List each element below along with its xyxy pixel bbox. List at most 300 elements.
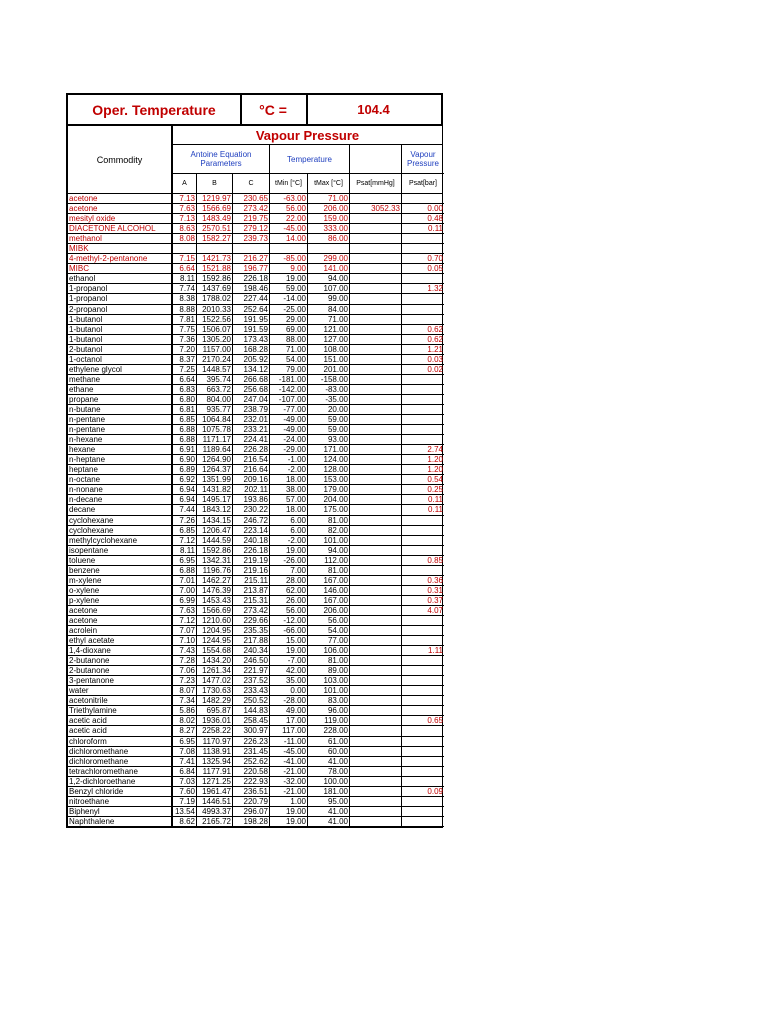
commodity-name-cell[interactable]: benzene	[68, 566, 173, 576]
tmin-cell[interactable]: -107.00	[270, 395, 308, 405]
b-cell[interactable]: 2570.51	[197, 224, 233, 234]
pmm-cell[interactable]	[350, 345, 402, 355]
pbar-cell[interactable]	[402, 706, 444, 716]
tmax-cell[interactable]: 61.00	[308, 737, 350, 747]
a-cell[interactable]: 7.12	[173, 616, 197, 626]
pmm-cell[interactable]	[350, 415, 402, 425]
commodity-name-cell[interactable]: n-heptane	[68, 455, 173, 465]
commodity-name-cell[interactable]: acetone	[68, 616, 173, 626]
pmm-cell[interactable]	[350, 716, 402, 726]
a-cell[interactable]: 6.94	[173, 485, 197, 495]
pmm-cell[interactable]	[350, 526, 402, 536]
tmax-cell[interactable]: 59.00	[308, 425, 350, 435]
b-cell[interactable]: 695.87	[197, 706, 233, 716]
a-cell[interactable]: 6.88	[173, 425, 197, 435]
a-cell[interactable]: 8.37	[173, 355, 197, 365]
tmax-cell[interactable]: 206.00	[308, 204, 350, 214]
tmin-cell[interactable]: 56.00	[270, 606, 308, 616]
commodity-name-cell[interactable]: methane	[68, 375, 173, 385]
tmax-cell[interactable]: 77.00	[308, 636, 350, 646]
commodity-name-cell[interactable]: p-xylene	[68, 596, 173, 606]
tmin-cell[interactable]: 6.00	[270, 516, 308, 526]
pbar-cell[interactable]: 0.85	[402, 556, 444, 566]
c-cell[interactable]: 205.92	[233, 355, 270, 365]
c-cell[interactable]: 168.28	[233, 345, 270, 355]
commodity-name-cell[interactable]: 1-butanol	[68, 325, 173, 335]
oper-temperature-value[interactable]: 104.4	[357, 102, 390, 117]
b-cell[interactable]: 1462.27	[197, 576, 233, 586]
pmm-cell[interactable]	[350, 696, 402, 706]
b-cell[interactable]: 1453.43	[197, 596, 233, 606]
pmm-cell[interactable]	[350, 747, 402, 757]
commodity-name-cell[interactable]: cyclohexane	[68, 526, 173, 536]
tmax-cell[interactable]: 146.00	[308, 586, 350, 596]
c-cell[interactable]: 252.64	[233, 305, 270, 315]
tmax-cell[interactable]: 83.00	[308, 696, 350, 706]
pbar-cell[interactable]: 2.74	[402, 445, 444, 455]
b-cell[interactable]: 804.00	[197, 395, 233, 405]
a-cell[interactable]: 7.60	[173, 787, 197, 797]
b-cell[interactable]: 1434.15	[197, 516, 233, 526]
commodity-name-cell[interactable]: mesityl oxide	[68, 214, 173, 224]
pmm-cell[interactable]	[350, 305, 402, 315]
pmm-cell[interactable]	[350, 495, 402, 505]
pmm-cell[interactable]	[350, 706, 402, 716]
commodity-name-cell[interactable]: 2-propanol	[68, 305, 173, 315]
tmin-cell[interactable]: -26.00	[270, 556, 308, 566]
pbar-cell[interactable]: 0.11	[402, 495, 444, 505]
tmax-cell[interactable]: 101.00	[308, 686, 350, 696]
pbar-cell[interactable]	[402, 194, 444, 204]
b-cell[interactable]: 1566.69	[197, 606, 233, 616]
b-cell[interactable]: 1843.12	[197, 505, 233, 515]
b-cell[interactable]: 1444.59	[197, 536, 233, 546]
a-cell[interactable]: 6.85	[173, 526, 197, 536]
commodity-name-cell[interactable]: acetic acid	[68, 726, 173, 736]
c-cell[interactable]: 239.73	[233, 234, 270, 244]
tmax-cell[interactable]: 100.00	[308, 777, 350, 787]
commodity-name-cell[interactable]: n-octane	[68, 475, 173, 485]
c-cell[interactable]: 240.18	[233, 536, 270, 546]
tmin-cell[interactable]: 9.00	[270, 264, 308, 274]
commodity-name-cell[interactable]: m-xylene	[68, 576, 173, 586]
tmin-cell[interactable]: 19.00	[270, 807, 308, 817]
tmin-cell[interactable]: -49.00	[270, 415, 308, 425]
tmax-cell[interactable]: 103.00	[308, 676, 350, 686]
tmin-cell[interactable]: 29.00	[270, 315, 308, 325]
tmin-cell[interactable]: 62.00	[270, 586, 308, 596]
b-cell[interactable]: 1138.91	[197, 747, 233, 757]
pmm-cell[interactable]	[350, 757, 402, 767]
a-cell[interactable]: 6.90	[173, 455, 197, 465]
pbar-cell[interactable]	[402, 807, 444, 817]
b-cell[interactable]: 1582.27	[197, 234, 233, 244]
c-cell[interactable]: 219.75	[233, 214, 270, 224]
commodity-name-cell[interactable]: acetone	[68, 194, 173, 204]
a-cell[interactable]: 8.11	[173, 546, 197, 556]
pmm-cell[interactable]	[350, 726, 402, 736]
pmm-cell[interactable]	[350, 214, 402, 224]
b-cell[interactable]: 2010.33	[197, 305, 233, 315]
tmax-cell[interactable]: 94.00	[308, 274, 350, 284]
pbar-cell[interactable]: 0.03	[402, 355, 444, 365]
c-cell[interactable]: 134.12	[233, 365, 270, 375]
tmax-cell[interactable]: 86.00	[308, 234, 350, 244]
c-cell[interactable]: 216.27	[233, 254, 270, 264]
b-cell[interactable]: 1196.76	[197, 566, 233, 576]
commodity-name-cell[interactable]: heptane	[68, 465, 173, 475]
c-cell[interactable]: 198.46	[233, 284, 270, 294]
a-cell[interactable]: 7.36	[173, 335, 197, 345]
a-cell[interactable]: 7.63	[173, 204, 197, 214]
commodity-name-cell[interactable]: dichloromethane	[68, 747, 173, 757]
tmax-cell[interactable]: 124.00	[308, 455, 350, 465]
b-cell[interactable]: 1210.60	[197, 616, 233, 626]
c-cell[interactable]: 256.68	[233, 385, 270, 395]
pbar-cell[interactable]	[402, 385, 444, 395]
c-cell[interactable]: 226.18	[233, 274, 270, 284]
c-cell[interactable]: 224.41	[233, 435, 270, 445]
tmin-cell[interactable]: -41.00	[270, 757, 308, 767]
commodity-name-cell[interactable]: n-decane	[68, 495, 173, 505]
tmax-cell[interactable]: 107.00	[308, 284, 350, 294]
b-cell[interactable]: 1219.97	[197, 194, 233, 204]
c-cell[interactable]: 223.14	[233, 526, 270, 536]
b-cell[interactable]: 1170.97	[197, 737, 233, 747]
tmin-cell[interactable]: 59.00	[270, 284, 308, 294]
pbar-cell[interactable]: 1.20	[402, 465, 444, 475]
b-cell[interactable]: 1264.90	[197, 455, 233, 465]
commodity-name-cell[interactable]: Triethylamine	[68, 706, 173, 716]
c-cell[interactable]: 279.12	[233, 224, 270, 234]
pmm-cell[interactable]	[350, 254, 402, 264]
commodity-name-cell[interactable]: hexane	[68, 445, 173, 455]
tmax-cell[interactable]: 112.00	[308, 556, 350, 566]
c-cell[interactable]: 232.01	[233, 415, 270, 425]
c-cell[interactable]: 173.43	[233, 335, 270, 345]
tmin-cell[interactable]: -49.00	[270, 425, 308, 435]
pmm-cell[interactable]	[350, 475, 402, 485]
pbar-cell[interactable]	[402, 234, 444, 244]
a-cell[interactable]: 6.95	[173, 556, 197, 566]
tmax-cell[interactable]: 84.00	[308, 305, 350, 315]
a-cell[interactable]: 8.08	[173, 234, 197, 244]
pmm-cell[interactable]	[350, 315, 402, 325]
c-cell[interactable]: 215.11	[233, 576, 270, 586]
pbar-cell[interactable]	[402, 696, 444, 706]
pbar-cell[interactable]: 1.32	[402, 284, 444, 294]
c-cell[interactable]: 296.07	[233, 807, 270, 817]
b-cell[interactable]: 1554.68	[197, 646, 233, 656]
commodity-name-cell[interactable]: acetic acid	[68, 716, 173, 726]
pmm-cell[interactable]	[350, 666, 402, 676]
tmin-cell[interactable]: 54.00	[270, 355, 308, 365]
a-cell[interactable]: 8.07	[173, 686, 197, 696]
tmax-cell[interactable]: 41.00	[308, 807, 350, 817]
b-cell[interactable]: 1495.17	[197, 495, 233, 505]
pbar-cell[interactable]: 0.62	[402, 325, 444, 335]
commodity-name-cell[interactable]: 1-butanol	[68, 315, 173, 325]
tmax-cell[interactable]: 81.00	[308, 516, 350, 526]
tmax-cell[interactable]: 159.00	[308, 214, 350, 224]
tmax-cell[interactable]: 99.00	[308, 294, 350, 304]
c-cell[interactable]: 226.28	[233, 445, 270, 455]
pmm-cell[interactable]	[350, 596, 402, 606]
tmin-cell[interactable]: -21.00	[270, 787, 308, 797]
b-cell[interactable]: 1483.49	[197, 214, 233, 224]
tmin-cell[interactable]: 49.00	[270, 706, 308, 716]
tmin-cell[interactable]: -77.00	[270, 405, 308, 415]
tmin-cell[interactable]	[270, 244, 308, 254]
pmm-cell[interactable]	[350, 546, 402, 556]
commodity-name-cell[interactable]: n-hexane	[68, 435, 173, 445]
pmm-cell[interactable]	[350, 646, 402, 656]
commodity-name-cell[interactable]: tetrachloromethane	[68, 767, 173, 777]
b-cell[interactable]: 1788.02	[197, 294, 233, 304]
pmm-cell[interactable]	[350, 405, 402, 415]
c-cell[interactable]: 191.95	[233, 315, 270, 325]
commodity-name-cell[interactable]: decane	[68, 505, 173, 515]
tmax-cell[interactable]: -158.00	[308, 375, 350, 385]
tmax-cell[interactable]: 94.00	[308, 546, 350, 556]
a-cell[interactable]: 8.02	[173, 716, 197, 726]
b-cell[interactable]: 1351.99	[197, 475, 233, 485]
pbar-cell[interactable]	[402, 415, 444, 425]
a-cell[interactable]: 6.94	[173, 495, 197, 505]
pbar-cell[interactable]: 0.11	[402, 224, 444, 234]
b-cell[interactable]: 1446.51	[197, 797, 233, 807]
pbar-cell[interactable]: 0.36	[402, 576, 444, 586]
a-cell[interactable]: 6.81	[173, 405, 197, 415]
commodity-name-cell[interactable]: 2-butanone	[68, 666, 173, 676]
tmax-cell[interactable]: 333.00	[308, 224, 350, 234]
pbar-cell[interactable]: 0.65	[402, 716, 444, 726]
tmax-cell[interactable]: 167.00	[308, 576, 350, 586]
b-cell[interactable]: 663.72	[197, 385, 233, 395]
b-cell[interactable]: 1421.73	[197, 254, 233, 264]
a-cell[interactable]: 7.13	[173, 214, 197, 224]
c-cell[interactable]: 227.44	[233, 294, 270, 304]
pmm-cell[interactable]	[350, 325, 402, 335]
b-cell[interactable]: 1936.01	[197, 716, 233, 726]
pmm-cell[interactable]	[350, 435, 402, 445]
c-cell[interactable]: 258.45	[233, 716, 270, 726]
a-cell[interactable]: 7.08	[173, 747, 197, 757]
a-cell[interactable]: 7.10	[173, 636, 197, 646]
c-cell[interactable]: 230.22	[233, 505, 270, 515]
tmin-cell[interactable]: 17.00	[270, 716, 308, 726]
commodity-name-cell[interactable]: Naphthalene	[68, 817, 173, 827]
pmm-cell[interactable]	[350, 194, 402, 204]
commodity-name-cell[interactable]: MIBK	[68, 244, 173, 254]
c-cell[interactable]: 217.88	[233, 636, 270, 646]
tmax-cell[interactable]: -83.00	[308, 385, 350, 395]
tmax-cell[interactable]: 299.00	[308, 254, 350, 264]
a-cell[interactable]: 7.25	[173, 365, 197, 375]
tmax-cell[interactable]	[308, 244, 350, 254]
b-cell[interactable]: 1305.20	[197, 335, 233, 345]
b-cell[interactable]: 1342.31	[197, 556, 233, 566]
pmm-cell[interactable]	[350, 576, 402, 586]
a-cell[interactable]: 8.63	[173, 224, 197, 234]
pmm-cell[interactable]	[350, 365, 402, 375]
tmax-cell[interactable]: 206.00	[308, 606, 350, 616]
c-cell[interactable]: 219.19	[233, 556, 270, 566]
a-cell[interactable]: 7.43	[173, 646, 197, 656]
commodity-name-cell[interactable]: DIACETONE ALCOHOL	[68, 224, 173, 234]
c-cell[interactable]: 233.43	[233, 686, 270, 696]
tmax-cell[interactable]: 204.00	[308, 495, 350, 505]
pmm-cell[interactable]	[350, 797, 402, 807]
tmax-cell[interactable]: 89.00	[308, 666, 350, 676]
tmin-cell[interactable]: 1.00	[270, 797, 308, 807]
tmax-cell[interactable]: 95.00	[308, 797, 350, 807]
c-cell[interactable]: 216.64	[233, 465, 270, 475]
c-cell[interactable]: 219.16	[233, 566, 270, 576]
commodity-name-cell[interactable]: o-xylene	[68, 586, 173, 596]
pbar-cell[interactable]	[402, 737, 444, 747]
b-cell[interactable]: 1482.29	[197, 696, 233, 706]
pmm-cell[interactable]	[350, 636, 402, 646]
a-cell[interactable]: 7.13	[173, 194, 197, 204]
tmax-cell[interactable]: 127.00	[308, 335, 350, 345]
c-cell[interactable]: 233.21	[233, 425, 270, 435]
a-cell[interactable]: 7.06	[173, 666, 197, 676]
a-cell[interactable]: 6.64	[173, 375, 197, 385]
pmm-cell[interactable]	[350, 586, 402, 596]
commodity-name-cell[interactable]: chloroform	[68, 737, 173, 747]
tmin-cell[interactable]: 69.00	[270, 325, 308, 335]
a-cell[interactable]: 7.74	[173, 284, 197, 294]
b-cell[interactable]: 395.74	[197, 375, 233, 385]
tmin-cell[interactable]: -63.00	[270, 194, 308, 204]
pbar-cell[interactable]	[402, 777, 444, 787]
commodity-name-cell[interactable]: n-nonane	[68, 485, 173, 495]
a-cell[interactable]: 8.38	[173, 294, 197, 304]
pmm-cell[interactable]	[350, 505, 402, 515]
commodity-name-cell[interactable]: 4-methyl-2-pentanone	[68, 254, 173, 264]
pmm-cell[interactable]	[350, 536, 402, 546]
tmin-cell[interactable]: -2.00	[270, 536, 308, 546]
a-cell[interactable]: 7.63	[173, 606, 197, 616]
pbar-cell[interactable]	[402, 757, 444, 767]
c-cell[interactable]: 196.77	[233, 264, 270, 274]
tmax-cell[interactable]: 78.00	[308, 767, 350, 777]
commodity-name-cell[interactable]: 1,4-dioxane	[68, 646, 173, 656]
pbar-cell[interactable]: 1.21	[402, 345, 444, 355]
pbar-cell[interactable]	[402, 405, 444, 415]
pbar-cell[interactable]	[402, 425, 444, 435]
b-cell[interactable]: 1261.34	[197, 666, 233, 676]
a-cell[interactable]	[173, 244, 197, 254]
pbar-cell[interactable]	[402, 817, 444, 827]
tmin-cell[interactable]: -85.00	[270, 254, 308, 264]
tmax-cell[interactable]: 151.00	[308, 355, 350, 365]
pbar-cell[interactable]	[402, 274, 444, 284]
a-cell[interactable]: 6.95	[173, 737, 197, 747]
c-cell[interactable]: 231.45	[233, 747, 270, 757]
pbar-cell[interactable]: 0.02	[402, 365, 444, 375]
pbar-cell[interactable]	[402, 566, 444, 576]
c-cell[interactable]: 230.65	[233, 194, 270, 204]
pbar-cell[interactable]: 4.07	[402, 606, 444, 616]
tmax-cell[interactable]: 59.00	[308, 415, 350, 425]
tmin-cell[interactable]: -11.00	[270, 737, 308, 747]
tmin-cell[interactable]: -45.00	[270, 747, 308, 757]
tmax-cell[interactable]: 108.00	[308, 345, 350, 355]
pmm-cell[interactable]	[350, 445, 402, 455]
tmax-cell[interactable]: 119.00	[308, 716, 350, 726]
pbar-cell[interactable]	[402, 726, 444, 736]
commodity-name-cell[interactable]: toluene	[68, 556, 173, 566]
tmin-cell[interactable]: 15.00	[270, 636, 308, 646]
c-cell[interactable]: 235.35	[233, 626, 270, 636]
pbar-cell[interactable]	[402, 797, 444, 807]
c-cell[interactable]: 226.18	[233, 546, 270, 556]
a-cell[interactable]: 7.12	[173, 536, 197, 546]
b-cell[interactable]: 1271.25	[197, 777, 233, 787]
b-cell[interactable]: 2165.72	[197, 817, 233, 827]
c-cell[interactable]: 273.42	[233, 204, 270, 214]
pmm-cell[interactable]	[350, 385, 402, 395]
pmm-cell[interactable]	[350, 516, 402, 526]
a-cell[interactable]: 6.99	[173, 596, 197, 606]
b-cell[interactable]: 1448.57	[197, 365, 233, 375]
pbar-cell[interactable]: 0.09	[402, 787, 444, 797]
pmm-cell[interactable]: 3052.33	[350, 204, 402, 214]
pmm-cell[interactable]	[350, 676, 402, 686]
tmin-cell[interactable]: -7.00	[270, 656, 308, 666]
commodity-name-cell[interactable]: nitroethane	[68, 797, 173, 807]
c-cell[interactable]: 213.87	[233, 586, 270, 596]
pbar-cell[interactable]	[402, 435, 444, 445]
pbar-cell[interactable]: 0.11	[402, 505, 444, 515]
a-cell[interactable]: 8.88	[173, 305, 197, 315]
tmin-cell[interactable]: -14.00	[270, 294, 308, 304]
b-cell[interactable]: 1325.94	[197, 757, 233, 767]
c-cell[interactable]: 191.59	[233, 325, 270, 335]
commodity-name-cell[interactable]: acetone	[68, 204, 173, 214]
tmin-cell[interactable]: -66.00	[270, 626, 308, 636]
c-cell[interactable]: 238.79	[233, 405, 270, 415]
pbar-cell[interactable]	[402, 536, 444, 546]
c-cell[interactable]: 209.16	[233, 475, 270, 485]
tmin-cell[interactable]: -2.00	[270, 465, 308, 475]
pmm-cell[interactable]	[350, 294, 402, 304]
b-cell[interactable]: 1437.69	[197, 284, 233, 294]
tmax-cell[interactable]: 81.00	[308, 656, 350, 666]
tmin-cell[interactable]: 71.00	[270, 345, 308, 355]
tmin-cell[interactable]: -28.00	[270, 696, 308, 706]
pmm-cell[interactable]	[350, 767, 402, 777]
a-cell[interactable]: 7.28	[173, 656, 197, 666]
tmax-cell[interactable]: 228.00	[308, 726, 350, 736]
pbar-cell[interactable]: 1.11	[402, 646, 444, 656]
tmin-cell[interactable]: -24.00	[270, 435, 308, 445]
c-cell[interactable]: 215.31	[233, 596, 270, 606]
c-cell[interactable]: 220.58	[233, 767, 270, 777]
a-cell[interactable]: 7.01	[173, 576, 197, 586]
tmax-cell[interactable]: 171.00	[308, 445, 350, 455]
tmax-cell[interactable]: 106.00	[308, 646, 350, 656]
pmm-cell[interactable]	[350, 455, 402, 465]
a-cell[interactable]: 6.80	[173, 395, 197, 405]
pmm-cell[interactable]	[350, 244, 402, 254]
commodity-name-cell[interactable]: cyclohexane	[68, 516, 173, 526]
commodity-name-cell[interactable]: acrolein	[68, 626, 173, 636]
b-cell[interactable]: 1476.39	[197, 586, 233, 596]
a-cell[interactable]: 8.62	[173, 817, 197, 827]
